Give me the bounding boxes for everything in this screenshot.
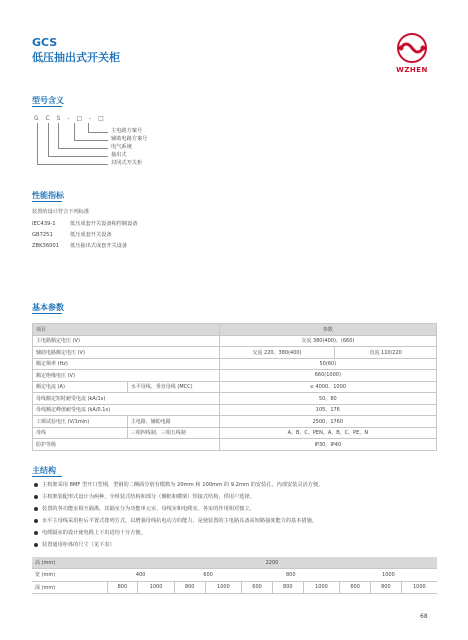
param-sublabel: 三相四线制、三相五线制: [127, 427, 219, 439]
bullet-icon: [34, 519, 38, 523]
dim-value: 800: [174, 581, 205, 593]
dim-value: 800: [107, 581, 138, 593]
section-underline: [32, 313, 62, 314]
param-value: ≤ 4000、1000: [219, 381, 436, 393]
tree-line: [88, 132, 108, 133]
section-heading-params: 基本参数: [32, 303, 64, 312]
param-label: 母线额定峰值耐受电流 (kA/0.1s): [33, 404, 220, 416]
list-item-text: 主构架装配形式设计为两种，全组装式结构和部分（侧框和横梁）焊接式结构，供用户选择。: [42, 494, 255, 500]
dim-value: 1000: [401, 581, 437, 593]
table-header-cell: 参数: [219, 324, 436, 336]
param-label: 母线: [33, 427, 128, 439]
dim-value: 600: [340, 581, 371, 593]
section-underline: [32, 201, 62, 202]
list-item-text: 水平主母线采用柜后平置式排列方式，以增强母线抗电动力的能力，是使装置的主电路具备高短路强度能力的基本措施。: [42, 518, 317, 524]
tree-line: [58, 148, 108, 149]
dim-value: 1000: [138, 581, 175, 593]
dim-label: 高 (mm): [32, 557, 107, 569]
dim-value: 800: [371, 581, 402, 593]
table-row: [33, 370, 437, 382]
standard-code: GB7251: [32, 232, 53, 238]
standard-desc: 低压成套开关设备: [70, 232, 112, 238]
table-header-row: [33, 324, 437, 336]
dim-value: 600: [174, 569, 241, 581]
list-item-text: 装置的各功能室相互隔离，其隔室分为功能单元室、母线室和电缆室，各室的作用相对独立。: [42, 506, 255, 512]
standard-code: ZBK36001: [32, 243, 60, 249]
dimensions-table: [32, 557, 437, 594]
param-value: 交流 380(400)、(660): [219, 335, 436, 347]
model-item: 电气系统: [111, 144, 132, 150]
standard-desc: 低压成套开关设备和控制设备: [70, 221, 138, 227]
param-sublabel: 主电路、辅助电路: [127, 416, 219, 428]
param-value: 交流 220、380(400): [219, 347, 335, 359]
section-underline: [32, 106, 62, 107]
list-item-text: 主构架采用 8MF 型开口型钢，型钢的二侧面分别有模数为 20mm 和 100mm 的 9.2mm 的安装孔，内部安装灵活方便。: [42, 482, 324, 488]
param-label: 主电路额定电压 (V): [33, 335, 220, 347]
standards-intro: 装置的设计符合下列标准: [32, 209, 90, 215]
tree-line: [37, 123, 38, 164]
bullet-icon: [34, 483, 38, 487]
dim-label: 深 (mm): [32, 581, 107, 593]
table-row: [33, 347, 437, 359]
param-label: 母线额定短时耐受电流 (kA/1s): [33, 393, 220, 405]
page-title: GCS: [32, 36, 58, 49]
param-label: 额定电流 (A): [33, 381, 128, 393]
dim-label: 宽 (mm): [32, 569, 107, 581]
table-row: [32, 569, 437, 581]
model-item: 抽出式: [111, 152, 127, 158]
bullet-icon: [34, 495, 38, 499]
tree-line: [58, 123, 59, 148]
table-row: [33, 335, 437, 347]
list-item: [34, 529, 146, 536]
page-subtitle: 低压抽出式开关柜: [32, 51, 120, 64]
tree-line: [37, 164, 108, 165]
table-header-cell: 项目: [33, 324, 220, 336]
model-code: G C S - □ - □: [34, 115, 107, 122]
table-row: [33, 439, 437, 451]
tree-line: [48, 156, 108, 157]
list-item: [34, 493, 255, 500]
standard-desc: 低压抽出式成套开关设备: [70, 243, 128, 249]
tree-line: [74, 140, 108, 141]
model-item: 封闭式开关柜: [111, 160, 143, 166]
list-item-text: 电缆隔室的设计使电缆上下出进均十分方便。: [42, 530, 146, 536]
dim-value: 1000: [205, 581, 242, 593]
params-table: [32, 323, 437, 451]
dim-value: 1000: [340, 569, 437, 581]
tree-line: [88, 123, 89, 132]
logo-text: WZHEN: [396, 66, 428, 74]
param-sublabel: 水平母线、垂直母线 (MCC): [127, 381, 219, 393]
model-item: 主电路方案号: [111, 128, 143, 134]
list-item-text: 装置通用柜体的尺寸（见下表）: [42, 542, 115, 548]
table-row: [32, 581, 437, 593]
param-value: A、B、C、PEN、A、B、C、PE、N: [219, 427, 436, 439]
section-underline: [32, 476, 62, 477]
param-label: 额定绝缘电压 (V): [33, 370, 220, 382]
dim-value: 1000: [303, 581, 340, 593]
param-value: IP30、IP40: [219, 439, 436, 451]
list-item: [34, 481, 323, 488]
param-label: 工频试验电压 (V/1min): [33, 416, 128, 428]
param-label: 辅助电路额定电压 (V): [33, 347, 220, 359]
standard-code: IEC439-1: [32, 221, 56, 227]
bullet-icon: [34, 543, 38, 547]
param-value: 直流 110/220: [335, 347, 437, 359]
tree-line: [48, 123, 49, 156]
param-value: 660(1000): [219, 370, 436, 382]
param-value: 50(60): [219, 358, 436, 370]
list-item: [34, 517, 317, 524]
dim-value: 600: [242, 581, 273, 593]
table-row: [32, 557, 437, 569]
param-value: 105、176: [219, 404, 436, 416]
tree-line: [74, 123, 75, 140]
param-value: 50、80: [219, 393, 436, 405]
table-row: [33, 427, 437, 439]
section-heading-model: 型号含义: [32, 96, 64, 105]
dim-value: 800: [272, 581, 303, 593]
param-value: 2500、1760: [219, 416, 436, 428]
list-item: [34, 541, 115, 548]
table-row: [33, 358, 437, 370]
dim-value: 2200: [107, 557, 437, 569]
bullet-icon: [34, 507, 38, 511]
section-heading-performance: 性能指标: [32, 191, 64, 200]
table-row: [33, 404, 437, 416]
param-label: 额定频率 (Hz): [33, 358, 220, 370]
table-row: [33, 381, 437, 393]
param-label: 防护等级: [33, 439, 220, 451]
bullet-icon: [34, 531, 38, 535]
dim-value: 800: [242, 569, 340, 581]
model-item: 辅助电路方案号: [111, 136, 148, 142]
table-row: [33, 393, 437, 405]
section-heading-structure: 主结构: [32, 466, 56, 475]
list-item: [34, 505, 255, 512]
page-number: 68: [420, 613, 428, 620]
table-row: [33, 416, 437, 428]
dim-value: 400: [107, 569, 174, 581]
